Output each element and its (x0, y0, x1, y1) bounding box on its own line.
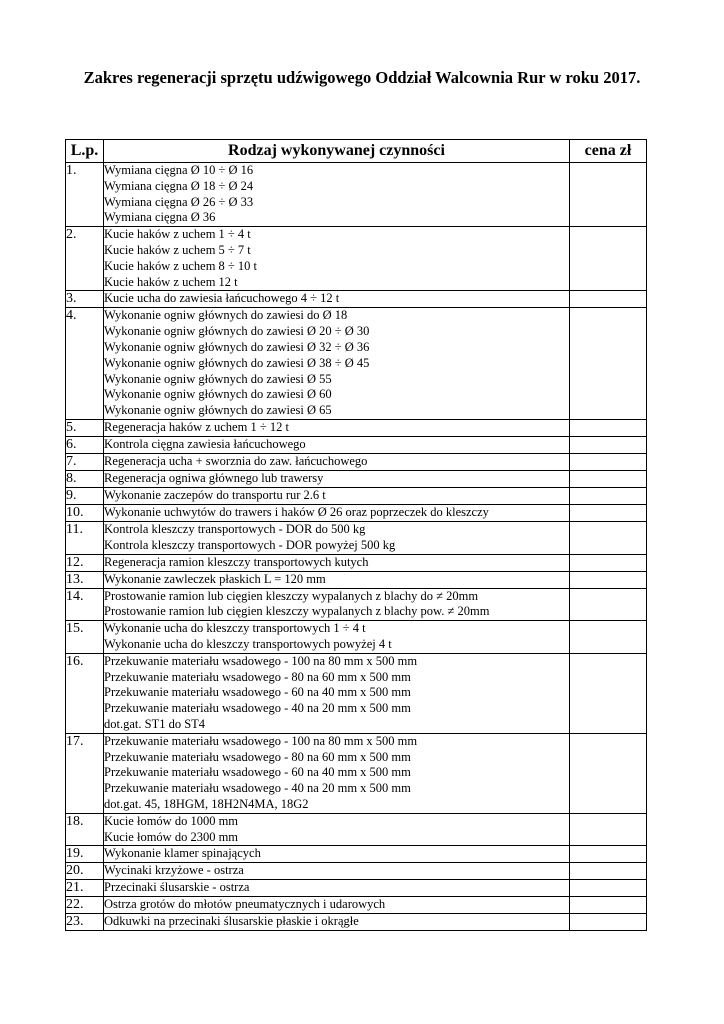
activity-cell (104, 897, 570, 914)
activity-line: Prostowanie ramion lub cięgien kleszczy wypalanych z blachy do ≠ 20mm (104, 588, 479, 603)
table-header-row (66, 140, 647, 163)
price-cell[interactable] (570, 897, 647, 914)
activity-line: Regeneracja ogniwa głównego lub trawersy (104, 470, 324, 485)
activity-cell (104, 914, 570, 931)
activity-line: Kucie haków z uchem 12 t (104, 274, 238, 289)
price-table (65, 139, 647, 931)
table-row (66, 813, 647, 846)
activity-line: Wykonanie klamer spinających (104, 846, 261, 861)
activity-cell (104, 571, 570, 588)
activity-line: Przekuwanie materiału wsadowego - 100 na 80 mm x 500 mm (104, 733, 418, 748)
row-number: 8. (66, 470, 104, 487)
price-cell[interactable] (570, 419, 647, 436)
activity-line: Przekuwanie materiału wsadowego - 80 na 60 mm x 500 mm (104, 749, 411, 764)
row-number: 15. (66, 621, 104, 654)
header-activity: Rodzaj wykonywanej czynności (104, 140, 570, 163)
price-cell[interactable] (570, 487, 647, 504)
activity-cell (104, 487, 570, 504)
table-row (66, 419, 647, 436)
table-row (66, 571, 647, 588)
table-row (66, 733, 647, 813)
activity-cell (104, 419, 570, 436)
table-row (66, 846, 647, 863)
activity-cell (104, 291, 570, 308)
table-row (66, 521, 647, 554)
activity-line: Kucie łomów do 1000 mm (104, 813, 239, 828)
activity-cell (104, 813, 570, 846)
activity-line: Regeneracja ucha + sworznia do zaw. łańcuchowego (104, 453, 368, 468)
activity-line: Wykonanie ogniw głównych do zawiesi do Ø 18 (104, 308, 348, 323)
activity-line: Wykonanie ogniw głównych do zawiesi Ø 65 (104, 403, 332, 418)
activity-line: Kucie haków z uchem 5 ÷ 7 t (104, 242, 251, 257)
row-number: 6. (66, 436, 104, 453)
table-row (66, 897, 647, 914)
row-number: 4. (66, 308, 104, 420)
activity-line: Wymiana cięgna Ø 26 ÷ Ø 33 (104, 194, 254, 209)
price-cell[interactable] (570, 813, 647, 846)
row-number: 7. (66, 453, 104, 470)
activity-line: Regeneracja haków z uchem 1 ÷ 12 t (104, 419, 289, 434)
activity-line: Wykonanie uchwytów do trawers i haków Ø 26 oraz poprzeczek do kleszczy (104, 504, 489, 519)
activity-cell (104, 863, 570, 880)
activity-cell (104, 163, 570, 227)
activity-cell (104, 880, 570, 897)
activity-cell (104, 653, 570, 733)
price-cell[interactable] (570, 621, 647, 654)
price-cell[interactable] (570, 521, 647, 554)
activity-line: Kontrola kleszczy transportowych - DOR do 500 kg (104, 521, 366, 536)
table-row (66, 470, 647, 487)
activity-line: Przekuwanie materiału wsadowego - 80 na 60 mm x 500 mm (104, 669, 411, 684)
activity-line: Wykonanie ogniw głównych do zawiesi Ø 55 (104, 371, 332, 386)
price-cell[interactable] (570, 308, 647, 420)
activity-cell (104, 227, 570, 291)
activity-cell (104, 308, 570, 420)
activity-line: Wykonanie ogniw głównych do zawiesi Ø 32 ÷ Ø 36 (104, 339, 370, 354)
table-row (66, 308, 647, 420)
activity-line: Prostowanie ramion lub cięgien kleszczy wypalanych z blachy pow. ≠ 20mm (104, 604, 490, 619)
activity-line: dot.gat. ST1 do ST4 (104, 716, 206, 731)
activity-line: Wykonanie ogniw głównych do zawiesi Ø 38 ÷ Ø 45 (104, 355, 370, 370)
table-row (66, 621, 647, 654)
table-row (66, 487, 647, 504)
activity-line: Wycinaki krzyżowe - ostrza (104, 863, 244, 878)
activity-line: Przekuwanie materiału wsadowego - 40 na 20 mm x 500 mm (104, 781, 411, 796)
activity-line: Wykonanie ucha do kleszczy transportowych 1 ÷ 4 t (104, 621, 366, 636)
activity-line: Przecinaki ślusarskie - ostrza (104, 880, 250, 895)
activity-cell (104, 554, 570, 571)
activity-cell (104, 846, 570, 863)
price-cell[interactable] (570, 470, 647, 487)
activity-line: Wymiana cięgna Ø 36 (104, 210, 216, 225)
row-number: 11. (66, 521, 104, 554)
row-number: 13. (66, 571, 104, 588)
activity-line: Przekuwanie materiału wsadowego - 100 na 80 mm x 500 mm (104, 653, 418, 668)
price-cell[interactable] (570, 846, 647, 863)
activity-cell (104, 453, 570, 470)
activity-line: Wykonanie ogniw głównych do zawiesi Ø 20 ÷ Ø 30 (104, 324, 370, 339)
table-row (66, 227, 647, 291)
table-row (66, 588, 647, 621)
row-number: 23. (66, 914, 104, 931)
row-number: 18. (66, 813, 104, 846)
price-cell[interactable] (570, 504, 647, 521)
activity-line: Odkuwki na przecinaki ślusarskie płaskie i okrągłe (104, 914, 359, 929)
row-number: 21. (66, 880, 104, 897)
row-number: 16. (66, 653, 104, 733)
activity-line: Wykonanie zaczepów do transportu rur 2.6 t (104, 487, 326, 502)
activity-line: Kucie łomów do 2300 mm (104, 829, 239, 844)
activity-cell (104, 588, 570, 621)
activity-line: Wymiana cięgna Ø 18 ÷ Ø 24 (104, 178, 254, 193)
table-row (66, 880, 647, 897)
row-number: 17. (66, 733, 104, 813)
activity-line: Przekuwanie materiału wsadowego - 40 na 20 mm x 500 mm (104, 701, 411, 716)
activity-cell (104, 733, 570, 813)
table-row (66, 504, 647, 521)
price-cell[interactable] (570, 880, 647, 897)
row-number: 12. (66, 554, 104, 571)
header-lp: L.p. (66, 140, 104, 163)
price-cell[interactable] (570, 653, 647, 733)
row-number: 9. (66, 487, 104, 504)
row-number: 19. (66, 846, 104, 863)
activity-line: Przekuwanie materiału wsadowego - 60 na 40 mm x 500 mm (104, 685, 411, 700)
table-row (66, 436, 647, 453)
price-cell[interactable] (570, 733, 647, 813)
activity-line: Wymiana cięgna Ø 10 ÷ Ø 16 (104, 163, 254, 177)
activity-line: Wykonanie zawleczek płaskich L = 120 mm (104, 571, 326, 586)
row-number: 20. (66, 863, 104, 880)
row-number: 3. (66, 291, 104, 308)
table-row (66, 914, 647, 931)
activity-line: Przekuwanie materiału wsadowego - 60 na 40 mm x 500 mm (104, 765, 411, 780)
price-cell[interactable] (570, 571, 647, 588)
price-cell[interactable] (570, 436, 647, 453)
activity-line: Kucie haków z uchem 8 ÷ 10 t (104, 258, 257, 273)
row-number: 14. (66, 588, 104, 621)
activity-line: Wykonanie ucha do kleszczy transportowych powyżej 4 t (104, 636, 392, 651)
activity-cell (104, 436, 570, 453)
table-row (66, 554, 647, 571)
activity-cell (104, 470, 570, 487)
table-row (66, 653, 647, 733)
activity-cell (104, 621, 570, 654)
activity-line: Kucie haków z uchem 1 ÷ 4 t (104, 227, 251, 242)
price-cell[interactable] (570, 453, 647, 470)
activity-line: Kontrola cięgna zawiesia łańcuchowego (104, 436, 306, 451)
price-cell[interactable] (570, 863, 647, 880)
activity-cell (104, 521, 570, 554)
document-title: Zakres regeneracji sprzętu udźwigowego Oddział Walcownia Rur w roku 2017. (83, 68, 641, 87)
activity-line: Kontrola kleszczy transportowych - DOR powyżej 500 kg (104, 537, 396, 552)
price-cell[interactable] (570, 588, 647, 621)
row-number: 1. (66, 163, 104, 227)
table-row (66, 863, 647, 880)
price-cell[interactable] (570, 163, 647, 227)
header-price: cena zł (570, 140, 647, 163)
price-cell[interactable] (570, 914, 647, 931)
price-cell[interactable] (570, 227, 647, 291)
table-row (66, 453, 647, 470)
activity-line: Wykonanie ogniw głównych do zawiesi Ø 60 (104, 387, 332, 402)
table-body (66, 163, 647, 931)
table-row (66, 291, 647, 308)
activity-line: Kucie ucha do zawiesia łańcuchowego 4 ÷ 12 t (104, 291, 340, 306)
activity-line: Regeneracja ramion kleszczy transportowych kutych (104, 554, 369, 569)
row-number: 10. (66, 504, 104, 521)
activity-line: Ostrza grotów do młotów pneumatycznych i udarowych (104, 897, 386, 912)
row-number: 5. (66, 419, 104, 436)
price-cell[interactable] (570, 554, 647, 571)
row-number: 22. (66, 897, 104, 914)
table-row (66, 163, 647, 227)
row-number: 2. (66, 227, 104, 291)
activity-line: dot.gat. 45, 18HGM, 18H2N4MA, 18G2 (104, 796, 309, 811)
price-cell[interactable] (570, 291, 647, 308)
activity-cell (104, 504, 570, 521)
